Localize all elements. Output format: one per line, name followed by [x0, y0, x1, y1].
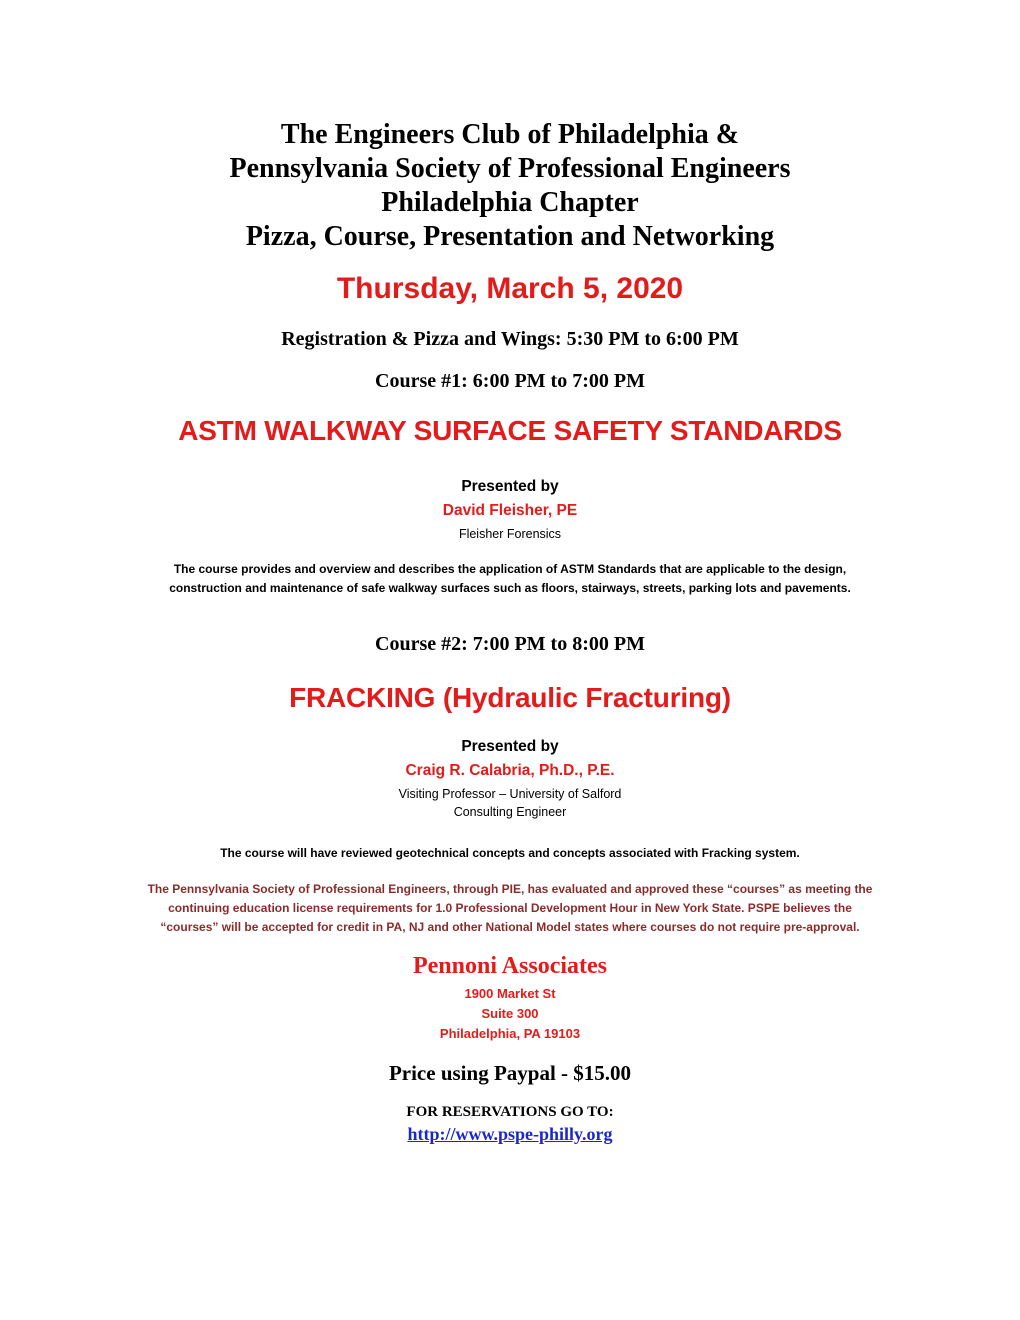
- venue-address-line-2: Suite 300: [481, 1006, 539, 1021]
- header-line-1: The Engineers Club of Philadelphia &: [280, 119, 740, 150]
- course1-presenter: David Fleisher, PE: [442, 502, 578, 519]
- pdh-notice-line-3: “courses” will be accepted for credit in PA, NJ and other National Model states where courses do not require pre-approval.: [160, 920, 860, 934]
- venue-address: [0, 984, 1020, 1044]
- reservations-label: FOR RESERVATIONS GO TO:: [406, 1104, 614, 1120]
- header-block: [0, 118, 1020, 254]
- course1-title: ASTM WALKWAY SURFACE SAFETY STANDARDS: [178, 415, 842, 446]
- course2-time: Course #2: 7:00 PM to 8:00 PM: [375, 633, 645, 655]
- pdh-notice-line-2: continuing education license requirements for 1.0 Professional Development Hour in New York State. PSPE believes the: [168, 901, 852, 915]
- course2-affiliation-line-1: Visiting Professor – University of Salford: [398, 787, 622, 801]
- course1-description: [0, 560, 1020, 598]
- course1-description-line-2: construction and maintenance of safe walkway surfaces such as floors, stairways, streets, parking lots and pavements.: [169, 581, 851, 595]
- reservations-link[interactable]: http://www.pspe-philly.org: [407, 1124, 613, 1144]
- reservations-link-row: [0, 1124, 1020, 1145]
- venue-address-line-3: Philadelphia, PA 19103: [439, 1026, 581, 1041]
- course2-description: The course will have reviewed geotechnical concepts and concepts associated with Fracking system.: [220, 846, 800, 860]
- price: Price using Paypal - $15.00: [388, 1061, 632, 1085]
- event-date: Thursday, March 5, 2020: [336, 272, 684, 305]
- header-line-4: Pizza, Course, Presentation and Networking: [245, 221, 775, 252]
- course2-presenter: Craig R. Calabria, Ph.D., P.E.: [405, 762, 615, 779]
- course2-affiliation: [0, 785, 1020, 821]
- course2-presented-by: Presented by: [461, 738, 559, 755]
- venue-name: Pennoni Associates: [412, 953, 607, 979]
- course2-title: FRACKING (Hydraulic Fracturing): [289, 682, 731, 713]
- course1-time: Course #1: 6:00 PM to 7:00 PM: [375, 370, 645, 392]
- course1-description-line-1: The course provides and overview and describes the application of ASTM Standards that are applicable to the design,: [173, 562, 847, 576]
- registration-time: Registration & Pizza and Wings: 5:30 PM to 6:00 PM: [281, 328, 739, 350]
- venue-address-line-1: 1900 Market St: [464, 986, 556, 1001]
- course1-presented-by: Presented by: [461, 478, 559, 495]
- course2-affiliation-line-2: Consulting Engineer: [453, 805, 567, 819]
- pdh-notice: [0, 880, 1020, 937]
- header-line-3: Philadelphia Chapter: [381, 187, 639, 218]
- header-line-2: Pennsylvania Society of Professional Engineers: [229, 153, 791, 184]
- pdh-notice-line-1: The Pennsylvania Society of Professional Engineers, through PIE, has evaluated and approved these “courses” as meeting the: [147, 882, 873, 896]
- course1-affiliation: Fleisher Forensics: [458, 527, 562, 541]
